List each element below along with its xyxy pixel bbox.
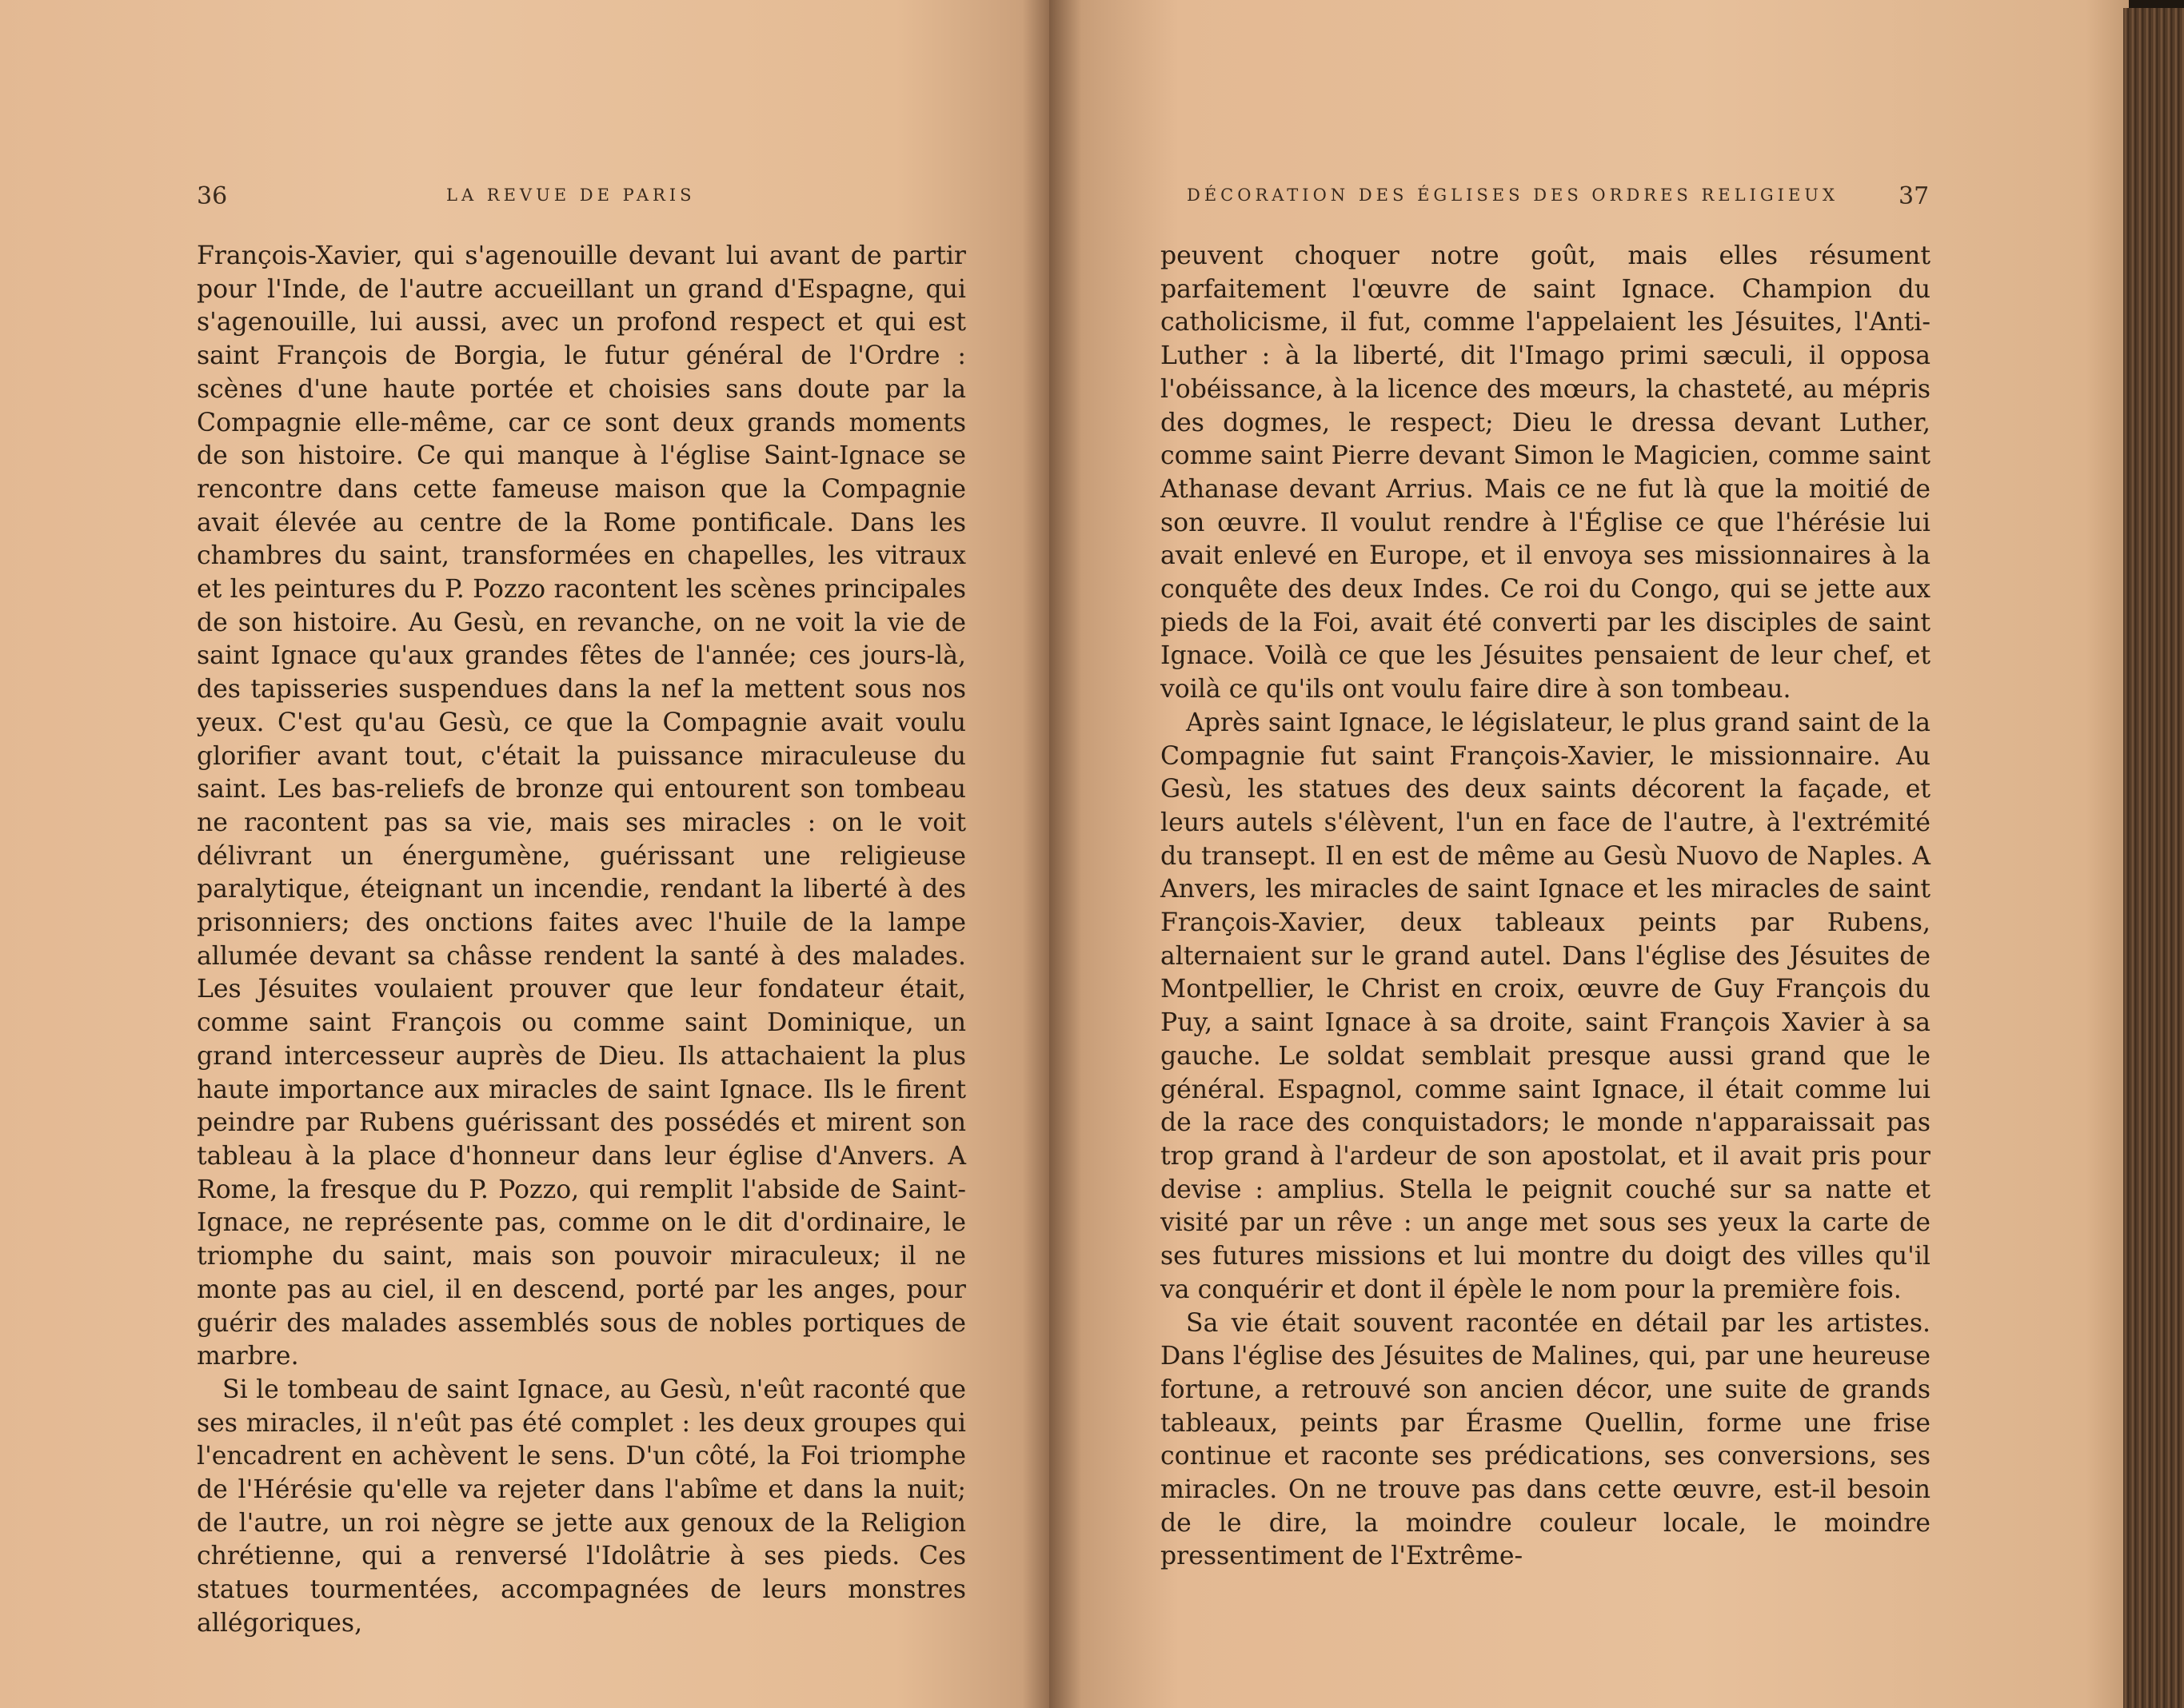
paragraph: François-Xavier, qui s'agenouille devant lui avant de partir pour l'Inde, de l'autre accueillant un grand d'Espagne, qui s'agenouille, lui aussi, avec un profond respect et qui est saint François de Borgia, le futur général de l'Ordre : scènes d'une haute portée et choisies sans doute par la Compagnie elle-même, car ce sont deux grands moments de son histoire. Ce qui manque à l'église Saint-Ignace se rencontre dans cette fameuse maison que la Compagnie avait élevée au centre de la Rome pontificale. Dans les chambres du saint, transformées en chapelles, les vitraux et les peintures du P. Pozzo racontent les scènes principales de son histoire. Au Gesù, en revanche, on ne voit la vie de saint Ignace qu'aux grandes fêtes de l'année; ces jours-là, des tapisseries suspendues dans la nef la mettent sous nos yeux. C'est qu'au Gesù, ce que la Compagnie avait voulu glorifier avant tout, c'était la puissance miraculeuse du saint. Les bas-reliefs de bronze qui entourent son tombeau ne racontent pas sa vie, mais ses miracles : on le voit délivrant un énergumène, guérissant une religieuse paralytique, éteignant un incendie, rendant la liberté à des prisonniers; des onctions faites avec l'huile de la lampe allumée devant sa châsse rendent la santé à des malades. Les Jésuites voulaient prouver que leur fondateur était, comme saint François ou comme saint Dominique, un grand intercesseur auprès de Dieu. Ils attachaient la plus haute importance aux miracles de saint Ignace. Ils le firent peindre par Rubens guérissant des possédés et mirent son tableau à la place d'honneur dans leur église d'Anvers. A Rome, la fresque du P. Pozzo, qui remplit l'abside de Saint-Ignace, ne représente pas, comme on le dit d'ordinaire, le triomphe du saint, mais son pouvoir miraculeux; il ne monte pas au ciel, il en descend, porté par les anges, pour guérir des malades assemblés sous de nobles portiques de marbre. bbox=[197, 241, 966, 1371]
right-page bbox=[1049, 0, 2129, 1708]
page-number: 37 bbox=[1899, 182, 1930, 210]
running-head: LA REVUE DE PARIS bbox=[446, 186, 696, 205]
running-head: DÉCORATION DES ÉGLISES DES ORDRES RELIGIEUX bbox=[1187, 186, 1839, 205]
left-page bbox=[0, 0, 1054, 1708]
page-number: 36 bbox=[197, 182, 228, 210]
text-column bbox=[1160, 240, 1930, 1574]
text-column bbox=[197, 240, 966, 1641]
paragraph: peuvent choquer notre goût, mais elles résument parfaitement l'œuvre de saint Ignace. Champion du catholicisme, il fut, comme l'appelaient les Jésuites, l'Anti-Luther : à la liberté, dit l'Imago primi sæculi, il opposa l'obéissance, à la licence des mœurs, la chasteté, au mépris des dogmes, le respect; Dieu le dressa devant Luther, comme saint Pierre devant Simon le Magicien, comme saint Athanase devant Arrius. Mais ce ne fut là que la moitié de son œuvre. Il voulut rendre à l'Église ce que l'hérésie lui avait enlevé en Europe, et il envoya ses missionnaires à la conquête des deux Indes. Ce roi du Congo, qui se jette aux pieds de la Foi, avait été converti par les disciples de saint Ignace. Voilà ce que les Jésuites pensaient de leur chef, et voilà ce qu'ils ont voulu faire dire à son tombeau. bbox=[1160, 241, 1930, 704]
paragraph: Après saint Ignace, le législateur, le plus grand saint de la Compagnie fut saint François-Xavier, le missionnaire. Au Gesù, les statues des deux saints décorent la façade, et leurs autels s'élèvent, l'un en face de l'autre, à l'extrémité du transept. Il en est de même au Gesù Nuovo de Naples. A Anvers, les miracles de saint Ignace et les miracles de saint François-Xavier, deux tableaux peints par Rubens, alternaient sur le grand autel. Dans l'église des Jésuites de Montpellier, le Christ en croix, œuvre de Guy François du Puy, a saint Ignace à sa droite, saint François Xavier à sa gauche. Le soldat semblait presque aussi grand que le général. Espagnol, comme saint Ignace, il était comme lui de la race des conquistadors; le monde n'apparaissait pas trop grand à l'ardeur de son apostolat, et il avait pris pour devise : amplius. Stella le peignit couché sur sa natte et visité par un rêve : un ange met sous ses yeux la carte de ses futures missions et lui montre du doigt des villes qu'il va conquérir et dont il épèle le nom pour la première fois. bbox=[1160, 708, 1930, 1304]
paragraph: Si le tombeau de saint Ignace, au Gesù, n'eût raconté que ses miracles, il n'eût pas été complet : les deux groupes qui l'encadrent en achèvent le sens. D'un côté, la Foi triomphe de l'Hérésie qu'elle va rejeter dans l'abîme et dans la nuit; de l'autre, un roi nègre se jette aux genoux de la Religion chrétienne, qui a renversé l'Idolâtrie à ses pieds. Ces statues tourmentées, accompagnées de leurs monstres allégoriques, bbox=[197, 1375, 966, 1638]
paragraph: Sa vie était souvent racontée en détail par les artistes. Dans l'église des Jésuites de Malines, qui, par une heureuse fortune, a retrouvé son ancien décor, une suite de grands tableaux, peints par Érasme Quellin, forme une frise continue et raconte ses prédications, ses conversions, ses miracles. On ne trouve pas dans cette œuvre, est-il besoin de le dire, la moindre couleur locale, le moindre pressentiment de l'Extrême- bbox=[1160, 1308, 1930, 1571]
page-edges bbox=[2123, 8, 2184, 1708]
